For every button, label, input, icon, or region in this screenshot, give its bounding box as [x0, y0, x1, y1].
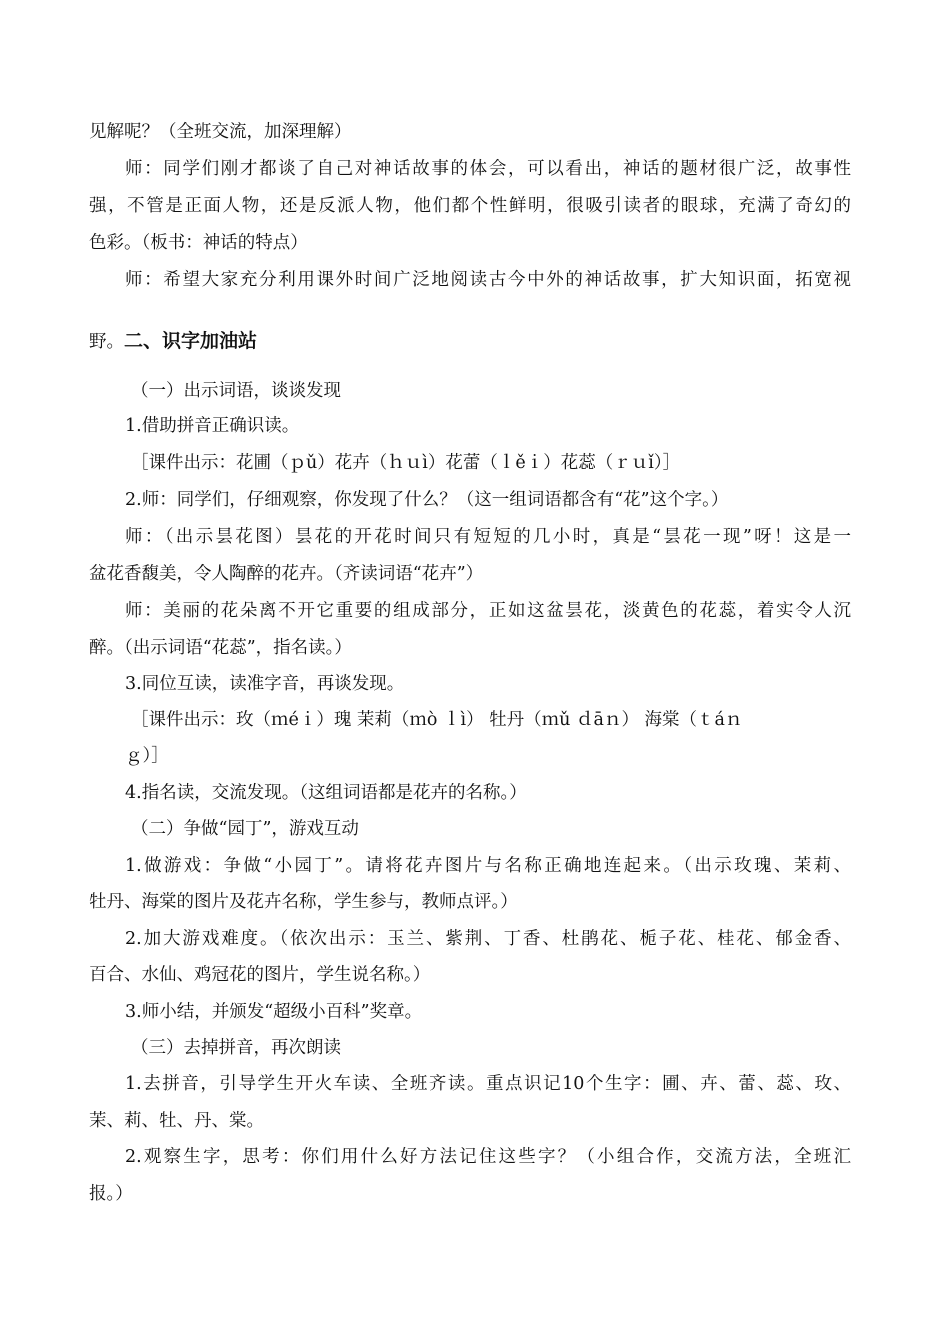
text-line: 牡丹、海棠的图片及花卉名称，学生参与，教师点评。） — [89, 892, 518, 912]
text-line: ｇ）］ — [125, 746, 169, 766]
text-line: 3.师小结，并颁发“超级小百科”奖章。 — [125, 1002, 423, 1022]
text-line: 2.观察生字，思考：你们用什么好方法记住这些字？（小组合作，交流方法，全班汇 — [125, 1147, 851, 1167]
text-line: 4.指名读，交流发现。（这组词语都是花卉的名称。） — [125, 783, 527, 803]
text-line — [89, 326, 257, 353]
section-heading: 二、识字加油站 — [124, 330, 258, 352]
text-line: 师：美丽的花朵离不开它重要的组成部分，正如这盆昙花，淡黄色的花蕊，着实令人沉 — [125, 601, 851, 621]
text-line: 师：（出示昙花图）昙花的开花时间只有短短的几小时，真是“昙花一现”呀！这是一 — [125, 527, 851, 547]
text-line: 色彩。（板书：神话的特点） — [89, 233, 308, 253]
text-line: 2.师：同学们，仔细观察，你发现了什么？（这一组词语都含有“花”这个字。） — [125, 490, 729, 510]
text-line: 见解呢？（全班交流，加深理解） — [89, 122, 352, 142]
subsection-heading: （一）出示词语，谈谈发现 — [131, 381, 341, 401]
text-line: 茉、莉、牡、丹、棠。 — [89, 1111, 264, 1131]
text-line: 醉。（出示词语“花蕊”，指名读。） — [89, 638, 352, 658]
text-line: 强，不管是正面人物，还是反派人物，他们都个性鲜明，很吸引读者的眼球，充满了奇幻的 — [89, 196, 851, 216]
text-line: 报。） — [89, 1184, 133, 1204]
text-line-segment: 野。 — [89, 332, 124, 352]
text-line: 1.借助拼音正确识读。 — [125, 416, 300, 436]
text-line: 2.加大游戏难度。（依次出示：玉兰、紫荆、丁香、杜鹃花、栀子花、桂花、郁金香、 — [125, 929, 851, 949]
subsection-heading: （三）去掉拼音，再次朗读 — [131, 1038, 341, 1058]
text-line: 师：希望大家充分利用课外时间广泛地阅读古今中外的神话故事，扩大知识面，拓宽视 — [125, 270, 851, 290]
text-line: 1.去拼音，引导学生开火车读、全班齐读。重点识记10个生字：圃、卉、蕾、蕊、玫、 — [125, 1074, 851, 1094]
text-line: 师：同学们刚才都谈了自己对神话故事的体会，可以看出，神话的题材很广泛，故事性 — [125, 159, 851, 179]
text-line: 3.同位互读，读准字音，再谈发现。 — [125, 674, 405, 694]
text-line: 盆花香馥美，令人陶醉的花卉。（齐读词语“花卉”） — [89, 564, 484, 584]
subsection-heading: （二）争做“园丁”，游戏互动 — [131, 819, 359, 839]
text-line: 百合、水仙、鸡冠花的图片，学生说名称。） — [89, 965, 431, 985]
courseware-line: ［课件出示：花圃（ｐǔ）花卉（ｈｕì）花蕾（ｌěｉ）花蕊（ｒｕǐ）］ — [131, 453, 681, 473]
text-line: 1.做游戏：争做“小园丁”。请将花卉图片与名称正确地连起来。（出示玫瑰、茉莉、 — [125, 856, 851, 876]
courseware-line: ［课件出示：玫（ｍéｉ）瑰 茉莉（ｍò ｌì） 牡丹（ｍǔ ｄāｎ） 海棠（ｔáｎ — [131, 710, 743, 730]
